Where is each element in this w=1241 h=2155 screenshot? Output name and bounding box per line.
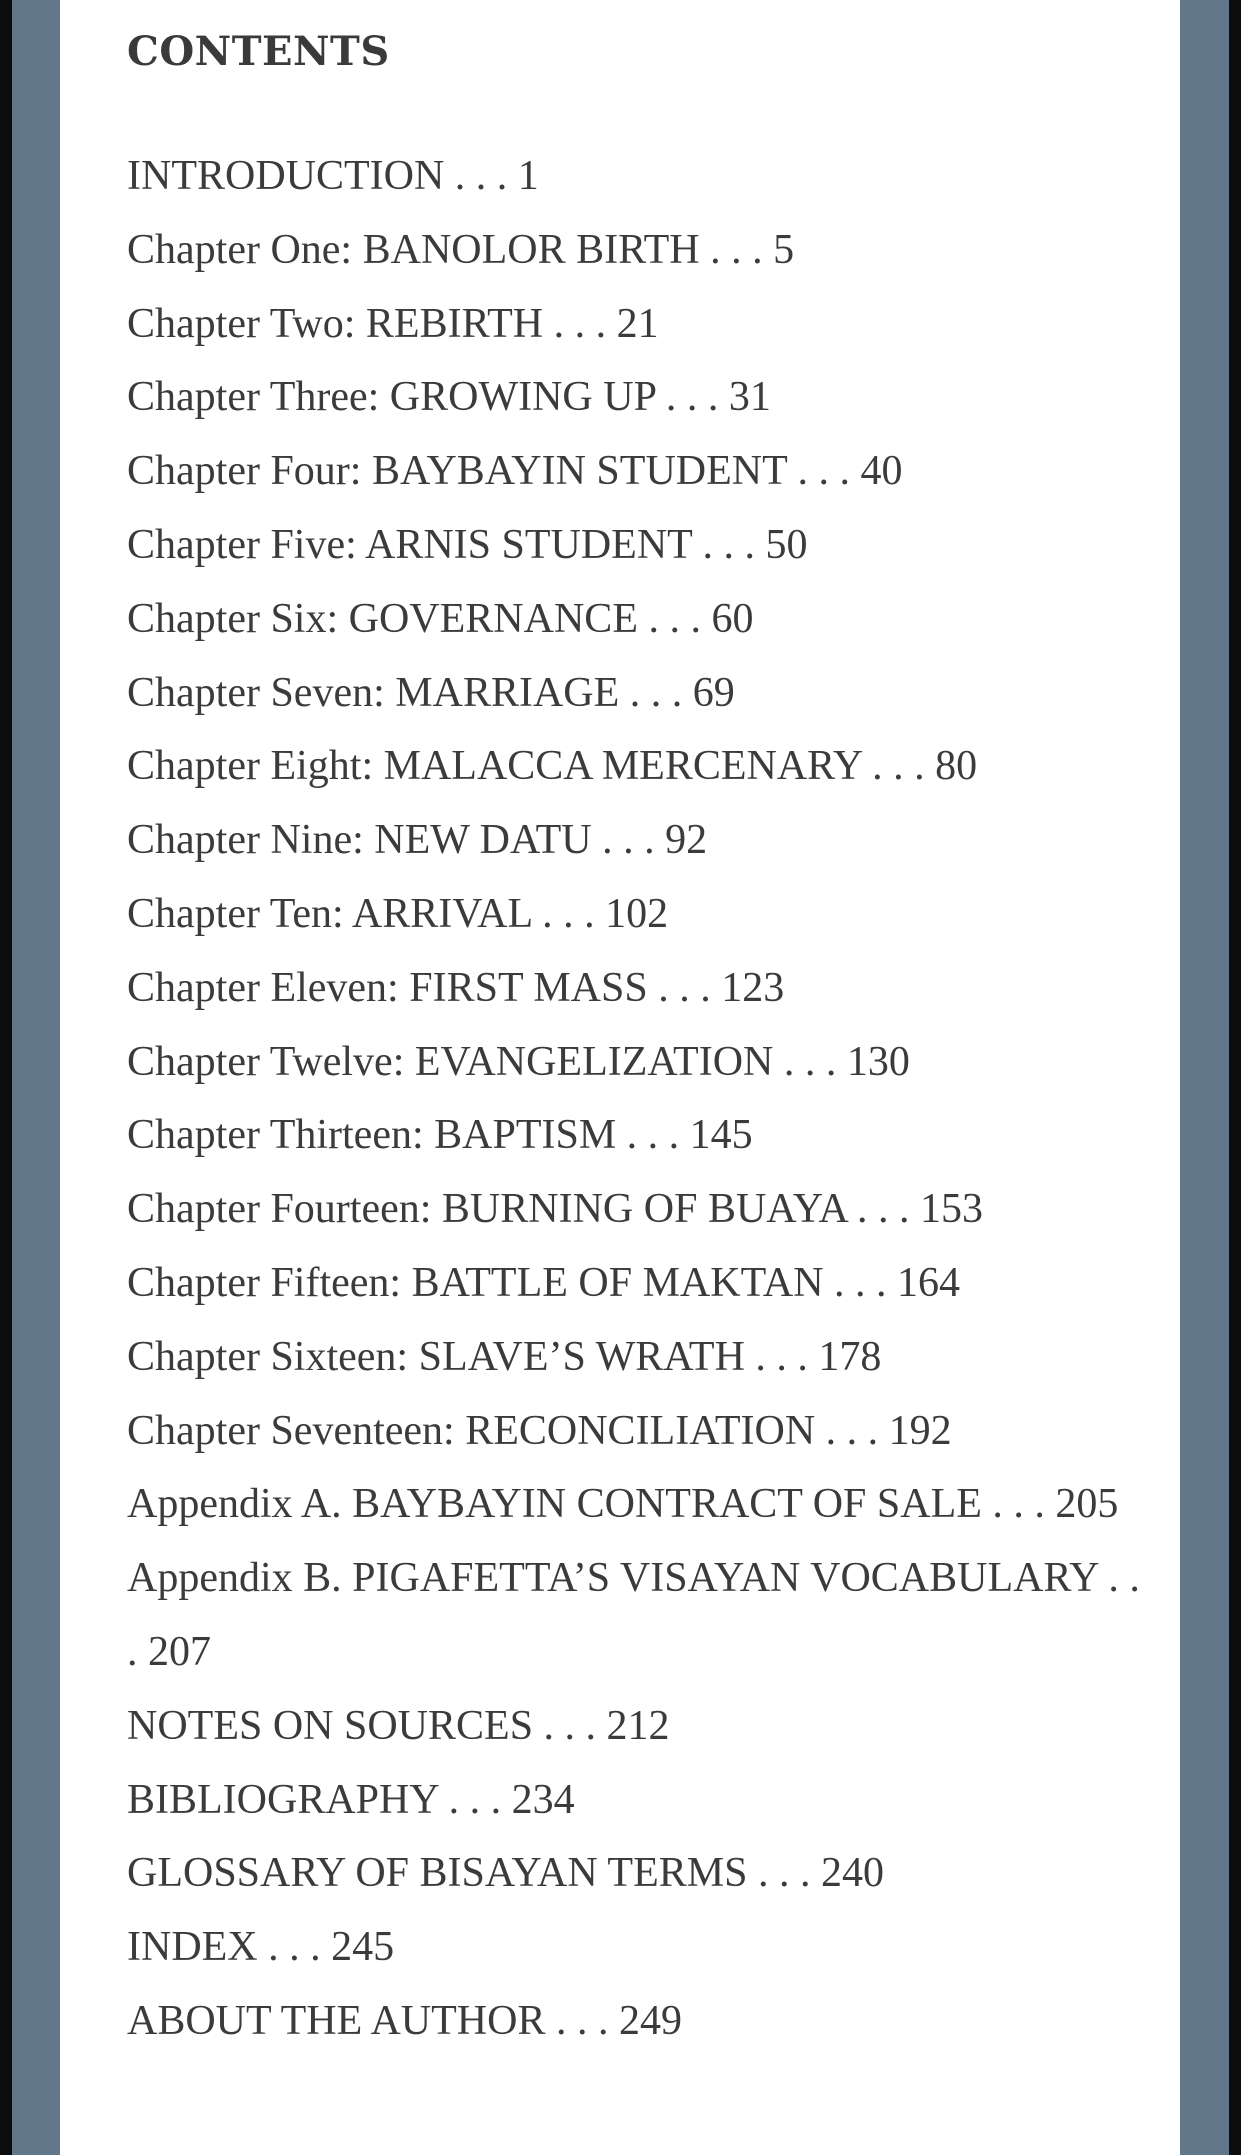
left-margin-band [12,0,60,2155]
toc-entry-chapter-five[interactable]: Chapter Five: ARNIS STUDENT . . . 50 [127,521,808,568]
toc-entry-glossary[interactable]: GLOSSARY OF BISAYAN TERMS . . . 240 [127,1850,884,1897]
toc-entry-chapter-one[interactable]: Chapter One: BANOLOR BIRTH . . . 5 [127,226,795,273]
toc-entry-chapter-sixteen[interactable]: Chapter Sixteen: SLAVE’S WRATH . . . 178 [127,1333,882,1380]
toc-entry-chapter-eight[interactable]: Chapter Eight: MALACCA MERCENARY . . . 80 [127,743,978,790]
toc-entry-chapter-four[interactable]: Chapter Four: BAYBAYIN STUDENT . . . 40 [127,448,903,495]
toc-entry-chapter-two[interactable]: Chapter Two: REBIRTH . . . 21 [127,300,659,347]
contents-heading: CONTENTS [127,28,390,75]
toc-entry-chapter-three[interactable]: Chapter Three: GROWING UP . . . 31 [127,374,771,421]
toc-entry-chapter-seven[interactable]: Chapter Seven: MARRIAGE . . . 69 [127,669,735,716]
toc-entry-chapter-ten[interactable]: Chapter Ten: ARRIVAL . . . 102 [127,890,669,937]
toc-entry-index[interactable]: INDEX . . . 245 [127,1924,395,1971]
toc-list [127,140,1147,2059]
toc-entry-chapter-eleven[interactable]: Chapter Eleven: FIRST MASS . . . 123 [127,964,785,1011]
toc-entry-bibliography[interactable]: BIBLIOGRAPHY . . . 234 [127,1776,575,1823]
toc-entry-notes-on-sources[interactable]: NOTES ON SOURCES . . . 212 [127,1702,670,1749]
toc-entry-chapter-twelve[interactable]: Chapter Twelve: EVANGELIZATION . . . 130 [127,1038,910,1085]
right-margin-band [1180,0,1229,2155]
toc-entry-chapter-nine[interactable]: Chapter Nine: NEW DATU . . . 92 [127,817,708,864]
toc-entry-appendix-a[interactable]: Appendix A. BAYBAYIN CONTRACT OF SALE . . . 205 [127,1481,1119,1528]
toc-entry-introduction[interactable]: INTRODUCTION . . . 1 [127,153,539,199]
toc-entry-chapter-fourteen[interactable]: Chapter Fourteen: BURNING OF BUAYA . . . 153 [127,1186,983,1233]
toc-entry-chapter-seventeen[interactable]: Chapter Seventeen: RECONCILIATION . . . 192 [127,1407,952,1454]
toc-entry-appendix-b[interactable]: Appendix B. PIGAFETTA’S VISAYAN VOCABULARY . . . 207 [127,1555,1140,1675]
contents-page [60,0,1180,2155]
toc-entry-about-the-author[interactable]: ABOUT THE AUTHOR . . . 249 [127,1997,682,2044]
toc-entry-chapter-fifteen[interactable]: Chapter Fifteen: BATTLE OF MAKTAN . . . 164 [127,1259,961,1306]
toc-entry-chapter-thirteen[interactable]: Chapter Thirteen: BAPTISM . . . 145 [127,1112,753,1159]
toc-entry-chapter-six[interactable]: Chapter Six: GOVERNANCE . . . 60 [127,595,754,642]
